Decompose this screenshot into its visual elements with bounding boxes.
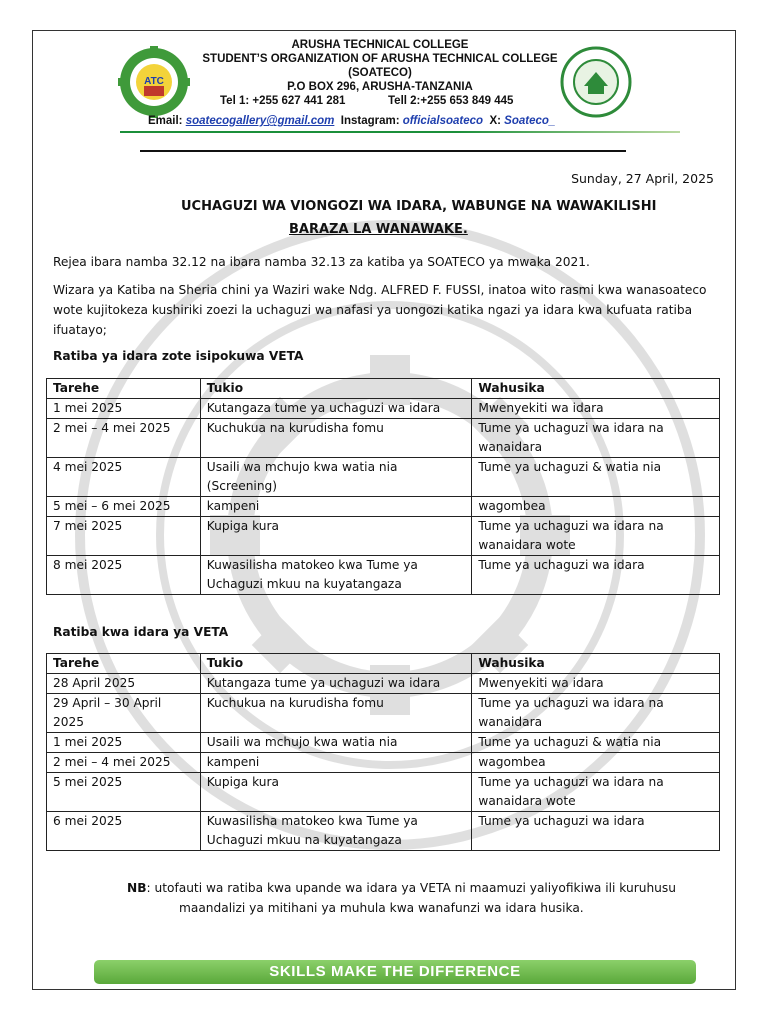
note-line-2: maandalizi ya mitihani ya muhula kwa wanafunzi wa idara husika.: [179, 901, 584, 915]
responsible-cell: wagombea: [472, 497, 720, 517]
veta-schedule-table: [46, 653, 720, 851]
responsible-cell: Mwenyekiti wa idara: [472, 399, 720, 419]
table-row: [47, 458, 720, 497]
event-cell: Usaili wa mchujo kwa watia nia (Screening): [200, 458, 472, 497]
table-header-row: [47, 379, 720, 399]
email-link[interactable]: soatecogallery@gmail.com: [185, 115, 335, 127]
organization-abbreviation: (SOATECO): [348, 67, 412, 79]
date-cell: 1 mei 2025: [47, 399, 201, 419]
header-divider: [140, 150, 626, 152]
date-cell: 5 mei 2025: [47, 773, 201, 812]
reference-paragraph: Rejea ibara namba 32.12 na ibara namba 32.13 za katiba ya SOATECO ya mwaka 2021.: [53, 255, 590, 269]
column-header: Wahusika: [472, 654, 720, 674]
document-title-line-1: UCHAGUZI WA VIONGOZI WA IDARA, WABUNGE NA WAWAKILISHI: [181, 199, 657, 214]
date-cell: 2 mei – 4 mei 2025: [47, 753, 201, 773]
date-cell: 1 mei 2025: [47, 733, 201, 753]
table-row: [47, 773, 720, 812]
note-line-1: : utofauti wa ratiba kwa upande wa idara ya VETA ni maamuzi yaliyofikiwa ili kuruhusu: [146, 881, 676, 895]
responsible-cell: Tume ya uchaguzi wa idara: [472, 556, 720, 595]
telephone-1: Tel 1: +255 627 441 281: [220, 95, 346, 107]
column-header: Tukio: [200, 379, 472, 399]
footer-slogan-bar: SKILLS MAKE THE DIFFERENCE: [94, 960, 696, 984]
table-row: [47, 753, 720, 773]
responsible-cell: Tume ya uchaguzi wa idara na wanaidara: [472, 419, 720, 458]
event-cell: Kupiga kura: [200, 517, 472, 556]
table-row: [47, 694, 720, 733]
responsible-cell: Tume ya uchaguzi wa idara na wanaidara: [472, 694, 720, 733]
email-label: Email:: [148, 115, 183, 127]
table-row: [47, 399, 720, 419]
responsible-cell: Tume ya uchaguzi & watia nia: [472, 733, 720, 753]
event-cell: Kuchukua na kurudisha fomu: [200, 694, 472, 733]
event-cell: Kuwasilisha matokeo kwa Tume ya Uchaguzi mkuu na kuyatangaza: [200, 556, 472, 595]
date-cell: 28 April 2025: [47, 674, 201, 694]
table-row: [47, 517, 720, 556]
general-schedule-heading: Ratiba ya idara zote isipokuwa VETA: [53, 349, 304, 363]
column-header: Tarehe: [47, 379, 201, 399]
veta-schedule-heading: Ratiba kwa idara ya VETA: [53, 625, 229, 639]
responsible-cell: Tume ya uchaguzi wa idara na wanaidara wote: [472, 517, 720, 556]
event-cell: Kuchukua na kurudisha fomu: [200, 419, 472, 458]
date-cell: 5 mei – 6 mei 2025: [47, 497, 201, 517]
college-name: ARUSHA TECHNICAL COLLEGE: [291, 39, 469, 51]
event-cell: Kupiga kura: [200, 773, 472, 812]
event-cell: Kuwasilisha matokeo kwa Tume ya Uchaguzi mkuu na kuyatangaza: [200, 812, 472, 851]
column-header: Tarehe: [47, 654, 201, 674]
table-header-row: [47, 654, 720, 674]
postal-address: P.O BOX 296, ARUSHA-TANZANIA: [287, 81, 473, 93]
telephone-2: Tell 2:+255 653 849 445: [388, 95, 514, 107]
table-row: [47, 733, 720, 753]
date-cell: 4 mei 2025: [47, 458, 201, 497]
event-cell: kampeni: [200, 497, 472, 517]
date-cell: 2 mei – 4 mei 2025: [47, 419, 201, 458]
table-row: [47, 812, 720, 851]
header-accent-line: [120, 131, 680, 133]
responsible-cell: Tume ya uchaguzi wa idara: [472, 812, 720, 851]
document-title-line-2: BARAZA LA WANAWAKE.: [289, 222, 468, 237]
table-row: [47, 556, 720, 595]
date-cell: 29 April – 30 April 2025: [47, 694, 201, 733]
responsible-cell: Tume ya uchaguzi wa idara na wanaidara wote: [472, 773, 720, 812]
event-cell: Usaili wa mchujo kwa watia nia: [200, 733, 472, 753]
responsible-cell: Tume ya uchaguzi & watia nia: [472, 458, 720, 497]
event-cell: kampeni: [200, 753, 472, 773]
logo-text: ATC: [144, 76, 164, 87]
contact-line: [148, 115, 668, 127]
table-row: [47, 497, 720, 517]
column-header: Wahusika: [472, 379, 720, 399]
note-block: [127, 878, 707, 918]
responsible-cell: Mwenyekiti wa idara: [472, 674, 720, 694]
invitation-paragraph: Wizara ya Katiba na Sheria chini ya Waziri wake Ndg. ALFRED F. FUSSI, inatoa wito rasmi kwa wanasoateco wote kujitokeza kushiriki zoezi la uchaguzi wa nafasi ya uongozi katika ngazi ya idara kwa kufuata ratiba ifuatayo;: [53, 283, 707, 337]
date-cell: 8 mei 2025: [47, 556, 201, 595]
x-label: X:: [489, 115, 501, 127]
instagram-handle[interactable]: officialsoateco: [402, 115, 484, 127]
note-label: NB: [127, 881, 147, 895]
x-handle[interactable]: Soateco_: [504, 115, 556, 127]
instagram-label: Instagram:: [340, 115, 400, 127]
event-cell: Kutangaza tume ya uchaguzi wa idara: [200, 674, 472, 694]
organization-name: STUDENT’S ORGANIZATION OF ARUSHA TECHNICAL COLLEGE: [202, 53, 558, 65]
date-cell: 7 mei 2025: [47, 517, 201, 556]
event-cell: Kutangaza tume ya uchaguzi wa idara: [200, 399, 472, 419]
responsible-cell: wagombea: [472, 753, 720, 773]
table-row: [47, 674, 720, 694]
document-date: Sunday, 27 April, 2025: [571, 171, 714, 186]
general-schedule-table: [46, 378, 720, 595]
column-header: Tukio: [200, 654, 472, 674]
table-row: [47, 419, 720, 458]
date-cell: 6 mei 2025: [47, 812, 201, 851]
